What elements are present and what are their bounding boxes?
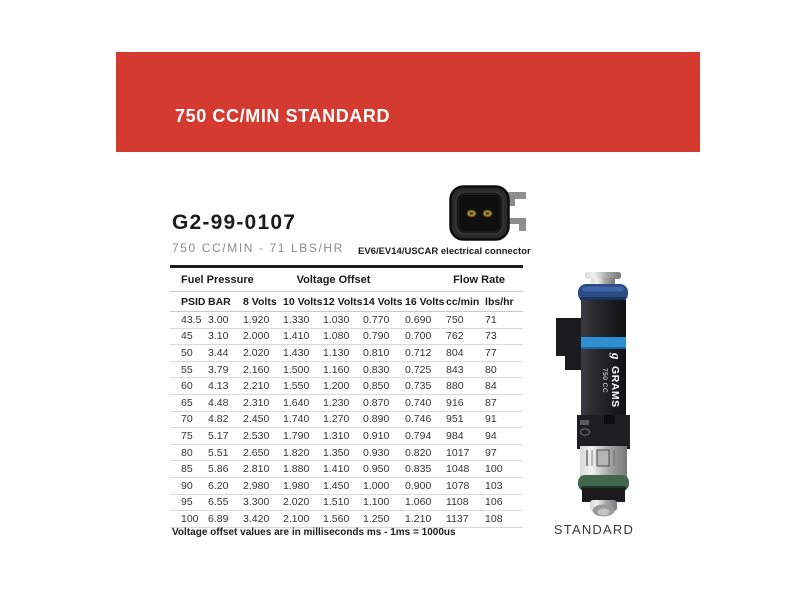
- table-cell: 94: [474, 428, 523, 445]
- table-cell: 0.690: [394, 312, 435, 329]
- col-header-12v: 12 Volts: [312, 292, 352, 312]
- table-cell: 85: [170, 461, 197, 478]
- table-cell: 60: [170, 378, 197, 395]
- table-cell: 2.000: [232, 328, 272, 345]
- table-cell: 5.17: [197, 428, 232, 445]
- table-cell: 0.950: [352, 461, 394, 478]
- group-header-voltage-offset: Voltage Offset: [296, 273, 371, 286]
- table-cell: 0.740: [394, 394, 435, 411]
- table-cell: 1.330: [272, 312, 312, 329]
- table-row: [170, 444, 523, 461]
- table-cell: 2.100: [272, 511, 312, 528]
- electrical-connector-icon: [448, 184, 528, 242]
- table-row: [170, 461, 523, 478]
- table-cell: 1.000: [352, 477, 394, 494]
- table-cell: 1.880: [272, 461, 312, 478]
- table-cell: 3.420: [232, 511, 272, 528]
- table-row: [170, 511, 523, 528]
- table-cell: 1.410: [272, 328, 312, 345]
- table-cell: 0.794: [394, 428, 435, 445]
- table-cell: 1.410: [312, 461, 352, 478]
- table-cell: 2.020: [232, 345, 272, 362]
- table-cell: 1.250: [352, 511, 394, 528]
- table-cell: 55: [170, 361, 197, 378]
- col-header-psid: PSID: [170, 292, 197, 312]
- table-cell: 2.210: [232, 378, 272, 395]
- table-cell: 0.735: [394, 378, 435, 395]
- table-cell: 3.10: [197, 328, 232, 345]
- table-cell: 0.835: [394, 461, 435, 478]
- group-header-flow-rate: Flow Rate: [453, 273, 506, 286]
- table-cell: 108: [474, 511, 523, 528]
- table-cell: 2.310: [232, 394, 272, 411]
- table-cell: 951: [435, 411, 474, 428]
- table-cell: 2.650: [232, 444, 272, 461]
- table-cell: 1.980: [272, 477, 312, 494]
- table-cell: 4.13: [197, 378, 232, 395]
- table-cell: 880: [435, 378, 474, 395]
- table-cell: 100: [170, 511, 197, 528]
- table-cell: 5.51: [197, 444, 232, 461]
- table-cell: 762: [435, 328, 474, 345]
- figure-caption: STANDARD: [553, 522, 635, 537]
- table-cell: 0.870: [352, 394, 394, 411]
- group-header-fuel-pressure: Fuel Pressure: [181, 273, 254, 286]
- table-cell: 2.020: [272, 494, 312, 511]
- table-cell: 916: [435, 394, 474, 411]
- table-row: [170, 361, 523, 378]
- table-cell: 1.200: [312, 378, 352, 395]
- table-cell: 1.210: [394, 511, 435, 528]
- spec-table-body: [170, 312, 523, 528]
- table-cell: 100: [474, 461, 523, 478]
- table-cell: 1048: [435, 461, 474, 478]
- table-cell: 984: [435, 428, 474, 445]
- table-cell: 1.160: [312, 361, 352, 378]
- table-row: [170, 328, 523, 345]
- table-cell: 0.890: [352, 411, 394, 428]
- injector-product-image: [550, 262, 636, 518]
- table-cell: 1.430: [272, 345, 312, 362]
- table-group-header-row: [170, 267, 523, 292]
- table-cell: 1108: [435, 494, 474, 511]
- logo-g-glyph: g: [609, 353, 624, 360]
- table-cell: 0.770: [352, 312, 394, 329]
- injector-connector-tab: [556, 318, 581, 370]
- col-header-8v: 8 Volts: [232, 292, 272, 312]
- table-cell: 73: [474, 328, 523, 345]
- table-cell: 1.450: [312, 477, 352, 494]
- table-row: [170, 312, 523, 329]
- table-cell: 75: [170, 428, 197, 445]
- table-row: [170, 477, 523, 494]
- brand-text: GRAMS: [609, 366, 621, 408]
- table-cell: 4.82: [197, 411, 232, 428]
- table-cell: 50: [170, 345, 197, 362]
- table-cell: 0.712: [394, 345, 435, 362]
- table-cell: 1.640: [272, 394, 312, 411]
- table-cell: 0.820: [394, 444, 435, 461]
- table-cell: 1.350: [312, 444, 352, 461]
- table-cell: 804: [435, 345, 474, 362]
- table-cell: 0.930: [352, 444, 394, 461]
- col-header-16v: 16 Volts: [394, 292, 435, 312]
- size-text: 750 CC: [601, 368, 608, 394]
- table-cell: 1.270: [312, 411, 352, 428]
- table-cell: 1.920: [232, 312, 272, 329]
- table-row: [170, 345, 523, 362]
- table-cell: 0.700: [394, 328, 435, 345]
- table-cell: 1.100: [352, 494, 394, 511]
- col-header-10v: 10 Volts: [272, 292, 312, 312]
- table-cell: 70: [170, 411, 197, 428]
- table-cell: 1.500: [272, 361, 312, 378]
- table-cell: 97: [474, 444, 523, 461]
- table-cell: 0.746: [394, 411, 435, 428]
- flow-rating-subtitle: 750 CC/MIN - 71 LBS/HR: [172, 241, 344, 255]
- table-row: [170, 428, 523, 445]
- flow-data-table: [170, 265, 523, 528]
- table-cell: 80: [170, 444, 197, 461]
- table-cell: 45: [170, 328, 197, 345]
- col-header-ccmin: cc/min: [435, 292, 474, 312]
- table-cell: 843: [435, 361, 474, 378]
- table-cell: 90: [170, 477, 197, 494]
- table-cell: 71: [474, 312, 523, 329]
- table-row: [170, 394, 523, 411]
- table-cell: 2.810: [232, 461, 272, 478]
- table-cell: 5.86: [197, 461, 232, 478]
- table-cell: 1017: [435, 444, 474, 461]
- table-cell: 1.820: [272, 444, 312, 461]
- table-cell: 106: [474, 494, 523, 511]
- table-cell: 1.230: [312, 394, 352, 411]
- table-cell: 0.850: [352, 378, 394, 395]
- table-cell: 91: [474, 411, 523, 428]
- table-cell: 0.910: [352, 428, 394, 445]
- table-cell: 103: [474, 477, 523, 494]
- table-cell: 4.48: [197, 394, 232, 411]
- table-cell: 0.810: [352, 345, 394, 362]
- table-cell: 87: [474, 394, 523, 411]
- table-cell: 0.830: [352, 361, 394, 378]
- table-cell: 77: [474, 345, 523, 362]
- table-cell: 0.790: [352, 328, 394, 345]
- page-title: 750 CC/MIN STANDARD: [175, 106, 391, 126]
- table-cell: 84: [474, 378, 523, 395]
- part-number: G2-99-0107: [172, 211, 297, 234]
- table-cell: 3.300: [232, 494, 272, 511]
- table-column-header-row: [170, 292, 523, 312]
- table-cell: 1.060: [394, 494, 435, 511]
- table-cell: 1.560: [312, 511, 352, 528]
- table-cell: 6.55: [197, 494, 232, 511]
- table-cell: 750: [435, 312, 474, 329]
- table-cell: 2.160: [232, 361, 272, 378]
- table-row: [170, 494, 523, 511]
- table-cell: 65: [170, 394, 197, 411]
- table-cell: 0.900: [394, 477, 435, 494]
- voltage-offset-footnote: Voltage offset values are in milliseconds ms - 1ms = 1000us: [172, 527, 456, 538]
- table-cell: 2.530: [232, 428, 272, 445]
- table-cell: 1078: [435, 477, 474, 494]
- table-cell: 3.00: [197, 312, 232, 329]
- table-cell: 1.550: [272, 378, 312, 395]
- table-cell: 6.89: [197, 511, 232, 528]
- col-header-lbshr: lbs/hr: [474, 292, 523, 312]
- table-cell: 1.130: [312, 345, 352, 362]
- table-cell: 3.44: [197, 345, 232, 362]
- table-cell: 1.790: [272, 428, 312, 445]
- table-cell: 43.5: [170, 312, 197, 329]
- title-banner: [116, 52, 700, 152]
- table-cell: 1.030: [312, 312, 352, 329]
- table-cell: 1.080: [312, 328, 352, 345]
- connector-label: EV6/EV14/USCAR electrical connector: [358, 246, 531, 257]
- table-cell: 0.725: [394, 361, 435, 378]
- table-cell: 1.740: [272, 411, 312, 428]
- table-row: [170, 378, 523, 395]
- table-cell: 80: [474, 361, 523, 378]
- col-header-bar: BAR: [197, 292, 232, 312]
- table-cell: 3.79: [197, 361, 232, 378]
- table-cell: 1.510: [312, 494, 352, 511]
- table-cell: 2.450: [232, 411, 272, 428]
- col-header-14v: 14 Volts: [352, 292, 394, 312]
- table-cell: 95: [170, 494, 197, 511]
- table-cell: 1.310: [312, 428, 352, 445]
- table-cell: 1137: [435, 511, 474, 528]
- table-cell: 6.20: [197, 477, 232, 494]
- table-row: [170, 411, 523, 428]
- table-cell: 2.980: [232, 477, 272, 494]
